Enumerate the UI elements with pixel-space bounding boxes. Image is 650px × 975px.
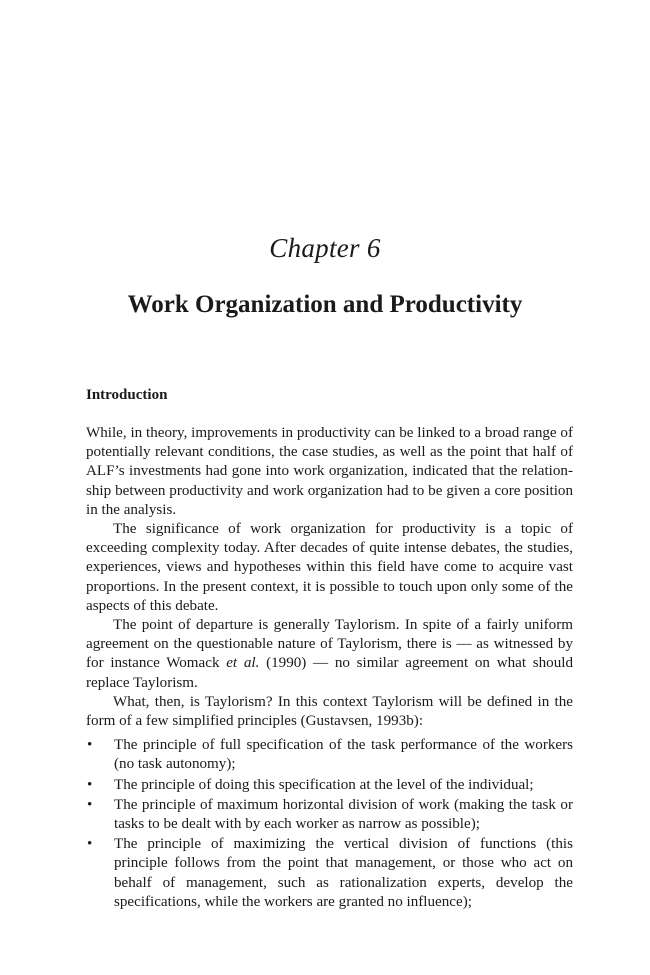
paragraph-3-text-b: (1990) — no similar agreement on what should replace Taylorism. xyxy=(86,655,574,691)
list-item xyxy=(86,835,573,912)
paragraph-4: What, then, is Taylorism? In this context Taylorism will be defined in the form of a few simplified principles (Gustavsen, 1993b): xyxy=(86,693,573,730)
paragraph-3-text-a: The point of departure is generally Taylorism. In spite of a fairly uniform agreement on the questionable nature of Taylorism, there is — as witnessed by for instance Womack xyxy=(86,617,573,672)
list-item-text: The principle of maximum horizontal division of work (making the task or tasks to be dealt with by each worker as narrow as possible); xyxy=(114,796,573,833)
bullet-icon: • xyxy=(87,737,93,754)
section-heading: Introduction xyxy=(86,387,168,403)
list-item-text: The principle of doing this specification at the level of the individual; xyxy=(114,776,534,793)
bullet-icon: • xyxy=(87,776,93,793)
paragraph-2: The significance of work organization for productivity is a topic of exceeding complexity today. After decades of quite intense debates, the studies, experiences, views and hypotheses within this field have come to acquire vast proportions. In the present context, it is possible to touch upon only some of the aspects of this debate. xyxy=(86,521,573,614)
list-item xyxy=(86,776,573,795)
paragraph-3 xyxy=(86,616,573,693)
list-item xyxy=(86,736,573,774)
bullet-icon: • xyxy=(87,836,93,853)
principles-list xyxy=(86,736,573,912)
paragraph-3-citation-etal: et al. xyxy=(226,655,260,672)
paragraph-1: While, in theory, improvements in productivity can be linked to a broad range of potentially relevant conditions, the case studies, as well as the point that half of ALF’s investments had gone into work organization, indicated that the relationship between productivity and work organization had to be given a core position in the analysis. xyxy=(86,425,573,518)
bullet-icon: • xyxy=(87,796,93,813)
list-item xyxy=(86,796,573,834)
list-item-text: The principle of maximizing the vertical division of functions (this principle follows from the point that management, or those who act on behalf of management, such as rationalization experts, develop the specifications, while the workers are granted no influence); xyxy=(114,836,573,910)
body-text xyxy=(86,424,573,913)
chapter-title: Work Organization and Productivity xyxy=(127,291,523,318)
list-item-text: The principle of full specification of the task performance of the workers (no task autonomy); xyxy=(114,737,573,773)
chapter-label: Chapter 6 xyxy=(269,233,381,263)
